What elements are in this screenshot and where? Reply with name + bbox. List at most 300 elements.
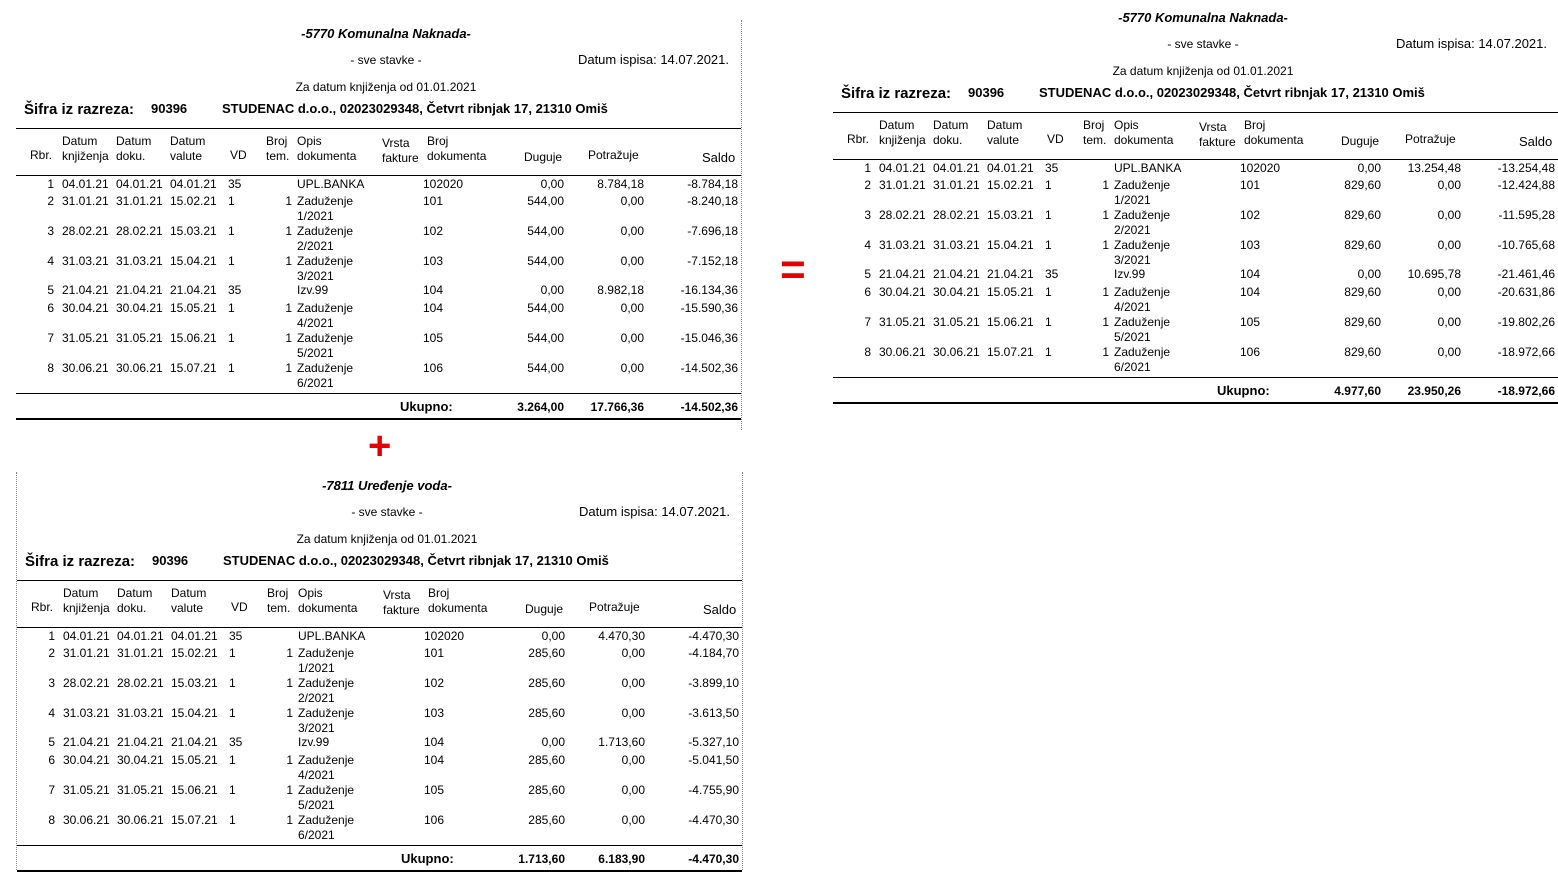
report-period: Za datum knjiženja od 01.01.2021 xyxy=(296,532,478,546)
col-header-datum-knjizenja xyxy=(879,118,926,148)
cell-dv: 15.03.21 xyxy=(987,208,1034,222)
cell-dug: 285,60 xyxy=(528,783,565,797)
col-header-saldo: Saldo xyxy=(1519,134,1553,149)
header-top-rule xyxy=(833,112,1558,113)
print-date: Datum ispisa: 14.07.2021. xyxy=(577,52,729,67)
cell-dk: 31.05.21 xyxy=(62,331,109,345)
print-date: Datum ispisa: 14.07.2021. xyxy=(578,504,730,519)
cell-dug: 544,00 xyxy=(527,254,564,268)
cell-saldo: -16.134,36 xyxy=(680,283,738,297)
cell-pot: 0,00 xyxy=(620,361,644,375)
cell-dk: 31.03.21 xyxy=(63,706,110,720)
cell-opis: 2/2021 xyxy=(297,239,334,253)
cell-dv: 15.07.21 xyxy=(171,813,218,827)
cell-opis: Zaduženje xyxy=(298,706,355,720)
cell-bt: 1 xyxy=(285,361,292,375)
cell-opis: 6/2021 xyxy=(1114,360,1151,374)
cell-saldo: -12.424,88 xyxy=(1497,178,1555,192)
cell-vd: 1 xyxy=(1045,345,1052,359)
total-saldo: -14.502,36 xyxy=(680,400,738,414)
cell-vd: 1 xyxy=(229,753,236,767)
cell-dug: 829,60 xyxy=(1344,315,1381,329)
col-header-rbr: Rbr. xyxy=(31,600,54,614)
col-header-datum-doku-line: Datum xyxy=(117,586,153,600)
total-duguje: 3.264,00 xyxy=(517,400,564,414)
cell-dug: 544,00 xyxy=(527,301,564,315)
col-header-broj-tem-line: Broj xyxy=(266,134,288,148)
col-header-broj-dokumenta-line: dokumenta xyxy=(428,601,488,615)
col-header-datum-knjizenja-line: knjiženja xyxy=(879,133,926,147)
cell-rbr: 7 xyxy=(864,315,871,329)
cell-opis: 2/2021 xyxy=(1114,223,1151,237)
col-header-datum-doku-line: doku. xyxy=(933,133,963,147)
total-potrazuje: 17.766,36 xyxy=(590,400,644,414)
cell-dd: 21.04.21 xyxy=(933,267,980,281)
cell-dv: 15.03.21 xyxy=(171,676,218,690)
cell-opis: Izv.99 xyxy=(298,735,330,749)
cell-dd: 04.01.21 xyxy=(117,629,164,643)
cell-rbr: 4 xyxy=(47,254,54,268)
cell-dk: 31.01.21 xyxy=(62,194,109,208)
sifra-label: Šifra iz razreza: xyxy=(841,85,952,102)
col-header-datum-valute-line: Datum xyxy=(987,118,1023,132)
col-header-broj-tem-line: tem. xyxy=(267,601,291,615)
cell-rbr: 5 xyxy=(48,735,55,749)
cell-vd: 1 xyxy=(229,646,236,660)
report-komunalna-naknada-left xyxy=(16,20,742,430)
total-potrazuje: 23.950,26 xyxy=(1407,384,1461,398)
cell-saldo: -15.046,36 xyxy=(680,331,738,345)
cell-vd: 35 xyxy=(228,283,242,297)
cell-bd: 102020 xyxy=(424,629,465,643)
cell-dd: 31.03.21 xyxy=(933,238,980,252)
cell-opis: 1/2021 xyxy=(297,209,334,223)
cell-dk: 28.02.21 xyxy=(62,224,109,238)
cell-opis: Zaduženje xyxy=(1114,345,1171,359)
cell-dd: 31.01.21 xyxy=(933,178,980,192)
col-header-datum-valute-line: Datum xyxy=(170,134,206,148)
col-header-datum-knjizenja-line: Datum xyxy=(879,118,915,132)
cell-rbr: 4 xyxy=(864,238,871,252)
cell-bt: 1 xyxy=(286,753,293,767)
col-header-opis xyxy=(297,134,356,164)
cell-rbr: 5 xyxy=(47,283,54,297)
col-header-datum-valute xyxy=(987,118,1022,148)
cell-bd: 104 xyxy=(1240,267,1261,281)
cell-dv: 21.04.21 xyxy=(170,283,217,297)
report-subtitle: - sve stavke - xyxy=(350,53,422,67)
col-header-datum-valute xyxy=(170,134,205,164)
cell-dv: 15.05.21 xyxy=(170,301,217,315)
cell-pot: 0,00 xyxy=(621,676,645,690)
cell-saldo: -8.784,18 xyxy=(687,177,738,191)
cell-dv: 15.06.21 xyxy=(171,783,218,797)
cell-bd: 104 xyxy=(423,283,444,297)
report-uredenje-voda xyxy=(16,472,743,870)
total-label: Ukupno: xyxy=(401,851,454,866)
cell-vd: 35 xyxy=(1045,161,1059,175)
cell-bt: 1 xyxy=(286,706,293,720)
cell-dd: 04.01.21 xyxy=(116,177,163,191)
company-info: STUDENAC d.o.o., 02023029348, Četvrt ribnjak 17, 21310 Omiš xyxy=(222,101,608,116)
cell-opis: Zaduženje xyxy=(297,224,354,238)
cell-bt: 1 xyxy=(1102,178,1109,192)
cell-bd: 105 xyxy=(423,331,444,345)
cell-dd: 31.01.21 xyxy=(116,194,163,208)
cell-vd: 1 xyxy=(229,813,236,827)
cell-dv: 15.07.21 xyxy=(170,361,217,375)
cell-vd: 1 xyxy=(229,783,236,797)
cell-vd: 1 xyxy=(1045,178,1052,192)
col-header-vrsta-line: fakture xyxy=(383,603,420,617)
cell-dd: 31.05.21 xyxy=(116,331,163,345)
cell-dd: 31.05.21 xyxy=(933,315,980,329)
col-header-broj-tem xyxy=(267,586,290,616)
cell-dug: 829,60 xyxy=(1344,285,1381,299)
cell-saldo: -15.590,36 xyxy=(680,301,738,315)
cell-saldo: -3.613,50 xyxy=(688,706,739,720)
cell-rbr: 6 xyxy=(47,301,54,315)
cell-opis: 6/2021 xyxy=(298,828,335,842)
cell-rbr: 6 xyxy=(48,753,55,767)
cell-dv: 15.04.21 xyxy=(170,254,217,268)
col-header-opis-line: dokumenta xyxy=(1114,133,1174,147)
col-header-opis-line: dokumenta xyxy=(298,601,358,615)
col-header-vrsta-line: fakture xyxy=(1199,135,1236,149)
total-duguje: 4.977,60 xyxy=(1334,384,1381,398)
cell-pot: 0,00 xyxy=(1437,178,1461,192)
cell-pot: 0,00 xyxy=(1437,285,1461,299)
header-bottom-rule xyxy=(16,175,741,176)
cell-bd: 106 xyxy=(1240,345,1261,359)
cell-bd: 106 xyxy=(424,813,445,827)
cell-dv: 15.02.21 xyxy=(987,178,1034,192)
cell-dv: 15.03.21 xyxy=(170,224,217,238)
cell-opis: Zaduženje xyxy=(1114,285,1171,299)
cell-bt: 1 xyxy=(1102,345,1109,359)
cell-dug: 829,60 xyxy=(1344,345,1381,359)
cell-rbr: 4 xyxy=(48,706,55,720)
cell-rbr: 3 xyxy=(48,676,55,690)
col-header-datum-valute-line: valute xyxy=(171,601,204,615)
cell-bt: 1 xyxy=(285,331,292,345)
cell-dd: 28.02.21 xyxy=(116,224,163,238)
cell-bt: 1 xyxy=(286,783,293,797)
cell-vd: 1 xyxy=(228,331,235,345)
cell-pot: 0,00 xyxy=(1437,208,1461,222)
cell-pot: 0,00 xyxy=(620,301,644,315)
cell-dv: 15.02.21 xyxy=(171,646,218,660)
cell-rbr: 3 xyxy=(864,208,871,222)
cell-pot: 4.470,30 xyxy=(598,629,645,643)
col-header-datum-doku-line: Datum xyxy=(116,134,152,148)
col-header-datum-valute-line: Datum xyxy=(171,586,207,600)
sifra-value: 90396 xyxy=(968,85,1005,100)
cell-dk: 30.06.21 xyxy=(62,361,109,375)
col-header-datum-knjizenja-line: knjiženja xyxy=(62,149,109,163)
cell-pot: 0,00 xyxy=(621,813,645,827)
cell-opis: Zaduženje xyxy=(1114,208,1171,222)
cell-dd: 30.04.21 xyxy=(933,285,980,299)
col-header-vrsta xyxy=(383,588,420,618)
cell-dd: 30.04.21 xyxy=(116,301,163,315)
total-label: Ukupno: xyxy=(1217,383,1270,398)
col-header-broj-dokumenta xyxy=(428,586,487,616)
total-saldo: -18.972,66 xyxy=(1497,384,1555,398)
cell-saldo: -13.254,48 xyxy=(1497,161,1555,175)
col-header-opis xyxy=(298,586,357,616)
cell-opis: Zaduženje xyxy=(298,753,355,767)
cell-pot: 0,00 xyxy=(620,331,644,345)
cell-opis: 5/2021 xyxy=(298,798,335,812)
report-title: -5770 Komunalna Naknada- xyxy=(1118,10,1288,25)
cell-opis: Zaduženje xyxy=(297,301,354,315)
cell-dug: 0,00 xyxy=(1357,161,1381,175)
cell-bt: 1 xyxy=(286,813,293,827)
cell-vd: 1 xyxy=(229,676,236,690)
cell-dv: 04.01.21 xyxy=(171,629,218,643)
col-header-datum-valute-line: valute xyxy=(987,133,1020,147)
cell-dk: 04.01.21 xyxy=(62,177,109,191)
cell-dug: 544,00 xyxy=(527,194,564,208)
cell-bd: 103 xyxy=(1240,238,1261,252)
cell-saldo: -4.184,70 xyxy=(688,646,739,660)
col-header-vd: VD xyxy=(231,600,248,614)
col-header-vrsta-line: Vrsta xyxy=(383,588,411,602)
col-header-broj-dokumenta-line: Broj xyxy=(1244,118,1266,132)
cell-saldo: -5.327,10 xyxy=(688,735,739,749)
cell-dv: 04.01.21 xyxy=(170,177,217,191)
cell-dug: 0,00 xyxy=(540,177,564,191)
cell-dv: 15.02.21 xyxy=(170,194,217,208)
col-header-datum-knjizenja-line: knjiženja xyxy=(63,601,110,615)
cell-opis: Zaduženje xyxy=(1114,238,1171,252)
cell-saldo: -18.972,66 xyxy=(1497,345,1555,359)
cell-saldo: -4.470,30 xyxy=(688,813,739,827)
col-header-opis-line: Opis xyxy=(1114,118,1139,132)
cell-pot: 0,00 xyxy=(1437,238,1461,252)
col-header-datum-knjizenja xyxy=(63,586,110,616)
cell-bd: 103 xyxy=(423,254,444,268)
cell-dv: 21.04.21 xyxy=(987,267,1034,281)
col-header-vd: VD xyxy=(1047,132,1064,146)
cell-dk: 30.04.21 xyxy=(879,285,926,299)
cell-vd: 35 xyxy=(1045,267,1059,281)
cell-dd: 30.06.21 xyxy=(117,813,164,827)
cell-bd: 104 xyxy=(1240,285,1261,299)
cell-dk: 31.01.21 xyxy=(63,646,110,660)
cell-bd: 102020 xyxy=(1240,161,1281,175)
cell-dug: 0,00 xyxy=(540,283,564,297)
col-header-broj-tem-line: Broj xyxy=(1083,118,1105,132)
col-header-datum-doku xyxy=(116,134,151,164)
col-header-potrazuje: Potražuje xyxy=(588,148,639,162)
cell-dd: 21.04.21 xyxy=(116,283,163,297)
cell-pot: 0,00 xyxy=(620,254,644,268)
cell-opis: 5/2021 xyxy=(1114,330,1151,344)
col-header-datum-valute-line: valute xyxy=(170,149,203,163)
header-bottom-rule xyxy=(17,627,742,628)
cell-saldo: -21.461,46 xyxy=(1497,267,1555,281)
cell-dk: 04.01.21 xyxy=(879,161,926,175)
cell-vd: 35 xyxy=(229,735,243,749)
cell-opis: Zaduženje xyxy=(297,331,354,345)
cell-dug: 829,60 xyxy=(1344,208,1381,222)
sifra-value: 90396 xyxy=(151,101,188,116)
cell-bd: 102 xyxy=(423,224,444,238)
cell-bd: 104 xyxy=(424,753,445,767)
cell-dug: 544,00 xyxy=(527,224,564,238)
report-period: Za datum knjiženja od 01.01.2021 xyxy=(1112,64,1294,78)
cell-bt: 1 xyxy=(285,254,292,268)
cell-saldo: -7.152,18 xyxy=(687,254,738,268)
cell-saldo: -4.470,30 xyxy=(688,629,739,643)
cell-saldo: -7.696,18 xyxy=(687,224,738,238)
col-header-opis-line: Opis xyxy=(298,586,323,600)
total-duguje: 1.713,60 xyxy=(518,852,565,866)
cell-opis: Izv.99 xyxy=(1114,267,1146,281)
cell-opis: 4/2021 xyxy=(1114,300,1151,314)
cell-bd: 104 xyxy=(423,301,444,315)
cell-saldo: -4.755,90 xyxy=(688,783,739,797)
cell-opis: 4/2021 xyxy=(297,316,334,330)
col-header-saldo: Saldo xyxy=(703,602,737,617)
cell-opis: Zaduženje xyxy=(298,676,355,690)
cell-saldo: -5.041,50 xyxy=(688,753,739,767)
cell-bd: 106 xyxy=(423,361,444,375)
col-header-opis-line: Opis xyxy=(297,134,322,148)
totals-bottom-rule xyxy=(16,418,741,420)
col-header-broj-dokumenta-line: Broj xyxy=(427,134,449,148)
company-info: STUDENAC d.o.o., 02023029348, Četvrt ribnjak 17, 21310 Omiš xyxy=(223,553,609,568)
total-saldo: -4.470,30 xyxy=(688,852,739,866)
cell-vd: 1 xyxy=(228,224,235,238)
report-subtitle: - sve stavke - xyxy=(351,505,423,519)
sifra-value: 90396 xyxy=(152,553,189,568)
cell-bd: 105 xyxy=(1240,315,1261,329)
cell-rbr: 8 xyxy=(864,345,871,359)
cell-dk: 30.04.21 xyxy=(62,301,109,315)
cell-dk: 30.06.21 xyxy=(879,345,926,359)
cell-saldo: -20.631,86 xyxy=(1497,285,1555,299)
cell-dk: 30.04.21 xyxy=(63,753,110,767)
cell-opis: Zaduženje xyxy=(1114,315,1171,329)
report-title: -7811 Uređenje voda- xyxy=(322,478,452,493)
report-period: Za datum knjiženja od 01.01.2021 xyxy=(295,80,477,94)
cell-rbr: 7 xyxy=(47,331,54,345)
col-header-duguje: Duguje xyxy=(524,150,563,164)
cell-bt: 1 xyxy=(285,194,292,208)
cell-opis: 5/2021 xyxy=(297,346,334,360)
cell-bt: 1 xyxy=(286,676,293,690)
cell-bt: 1 xyxy=(285,301,292,315)
cell-pot: 0,00 xyxy=(621,783,645,797)
cell-bd: 102020 xyxy=(423,177,464,191)
total-potrazuje: 6.183,90 xyxy=(598,852,645,866)
cell-dug: 285,60 xyxy=(528,753,565,767)
col-header-vrsta-line: fakture xyxy=(382,151,419,165)
cell-pot: 1.713,60 xyxy=(598,735,645,749)
cell-dv: 04.01.21 xyxy=(987,161,1034,175)
cell-dk: 31.03.21 xyxy=(62,254,109,268)
sifra-label: Šifra iz razreza: xyxy=(24,101,135,118)
cell-opis: 1/2021 xyxy=(298,661,335,675)
cell-dk: 31.05.21 xyxy=(63,783,110,797)
cell-dk: 04.01.21 xyxy=(63,629,110,643)
cell-rbr: 2 xyxy=(864,178,871,192)
col-header-vd: VD xyxy=(230,148,247,162)
cell-dug: 544,00 xyxy=(527,331,564,345)
col-header-datum-doku-line: doku. xyxy=(116,149,146,163)
cell-vd: 1 xyxy=(228,361,235,375)
cell-pot: 8.784,18 xyxy=(597,177,644,191)
cell-dk: 28.02.21 xyxy=(879,208,926,222)
cell-rbr: 5 xyxy=(864,267,871,281)
col-header-datum-knjizenja-line: Datum xyxy=(63,586,99,600)
cell-bd: 101 xyxy=(424,646,445,660)
cell-pot: 0,00 xyxy=(621,753,645,767)
col-header-broj-tem-line: tem. xyxy=(1083,133,1107,147)
cell-dd: 04.01.21 xyxy=(933,161,980,175)
report-title: -5770 Komunalna Naknada- xyxy=(301,26,471,41)
cell-dd: 31.03.21 xyxy=(116,254,163,268)
cell-dk: 28.02.21 xyxy=(63,676,110,690)
col-header-broj-dokumenta xyxy=(1244,118,1303,148)
col-header-broj-dokumenta-line: dokumenta xyxy=(427,149,487,163)
cell-pot: 0,00 xyxy=(620,194,644,208)
totals-top-rule xyxy=(833,377,1558,378)
col-header-rbr: Rbr. xyxy=(30,148,53,162)
cell-pot: 10.695,78 xyxy=(1407,267,1461,281)
col-header-potrazuje: Potražuje xyxy=(589,600,640,614)
cell-dug: 0,00 xyxy=(541,629,565,643)
cell-dk: 31.03.21 xyxy=(879,238,926,252)
company-info: STUDENAC d.o.o., 02023029348, Četvrt ribnjak 17, 21310 Omiš xyxy=(1039,85,1425,100)
cell-pot: 0,00 xyxy=(1437,315,1461,329)
cell-rbr: 3 xyxy=(47,224,54,238)
cell-opis: Zaduženje xyxy=(297,194,354,208)
header-top-rule xyxy=(17,580,742,581)
cell-opis: Zaduženje xyxy=(297,361,354,375)
col-header-vrsta-line: Vrsta xyxy=(382,136,410,150)
cell-dd: 28.02.21 xyxy=(117,676,164,690)
cell-bt: 1 xyxy=(1102,315,1109,329)
cell-pot: 0,00 xyxy=(621,706,645,720)
col-header-duguje: Duguje xyxy=(1341,134,1380,148)
cell-vd: 1 xyxy=(1045,208,1052,222)
cell-saldo: -11.595,28 xyxy=(1498,208,1555,222)
cell-dd: 28.02.21 xyxy=(933,208,980,222)
cell-vd: 35 xyxy=(229,629,243,643)
cell-bd: 105 xyxy=(424,783,445,797)
cell-pot: 0,00 xyxy=(620,224,644,238)
equals-operator: = xyxy=(780,245,806,294)
cell-dd: 30.06.21 xyxy=(116,361,163,375)
cell-bt: 1 xyxy=(1102,285,1109,299)
col-header-datum-knjizenja-line: Datum xyxy=(62,134,98,148)
cell-opis: 4/2021 xyxy=(298,768,335,782)
col-header-broj-tem-line: Broj xyxy=(267,586,289,600)
cell-opis: Zaduženje xyxy=(1114,178,1171,192)
cell-opis: 6/2021 xyxy=(297,376,334,390)
cell-dk: 31.01.21 xyxy=(879,178,926,192)
cell-bd: 101 xyxy=(1240,178,1261,192)
cell-dug: 829,60 xyxy=(1344,178,1381,192)
col-header-broj-dokumenta-line: Broj xyxy=(428,586,450,600)
cell-bt: 1 xyxy=(286,646,293,660)
print-date: Datum ispisa: 14.07.2021. xyxy=(1395,36,1547,51)
cell-dv: 15.05.21 xyxy=(987,285,1034,299)
